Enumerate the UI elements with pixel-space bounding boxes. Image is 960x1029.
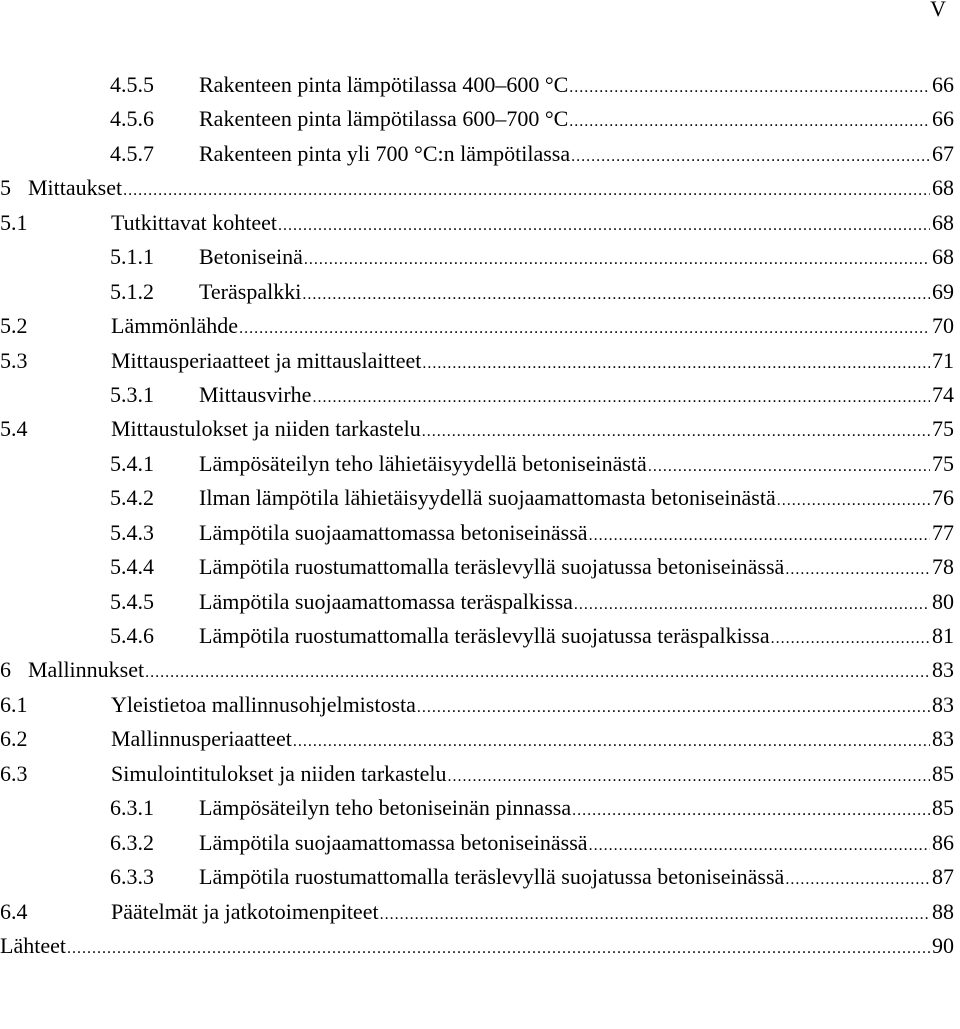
toc-entry[interactable] (0, 929, 954, 963)
toc-entry[interactable] (0, 757, 954, 791)
toc-entry-page: 70 (932, 313, 954, 339)
toc-entry[interactable] (0, 860, 954, 894)
dot-leader (784, 553, 930, 587)
dot-leader (573, 588, 930, 622)
toc-entry-page: 66 (932, 106, 954, 132)
toc-entry-line (199, 102, 954, 139)
toc-entry-title[interactable]: Simulointitulokset ja niiden tarkastelu (111, 757, 446, 791)
toc-entry-page: 85 (932, 795, 954, 821)
dot-leader (122, 174, 930, 208)
toc-entry-title[interactable]: Tutkittavat kohteet (111, 206, 277, 240)
toc-entry-page: 74 (932, 381, 954, 407)
toc-entry-line (199, 826, 954, 863)
toc-entry-line (111, 688, 954, 725)
toc-entry-title[interactable]: Lämpötila ruostumattomalla teräslevyllä suojatussa betoniseinässä (199, 860, 784, 894)
toc-entry[interactable] (0, 171, 954, 205)
toc-entry[interactable] (0, 378, 954, 412)
toc-entry-line (28, 171, 954, 208)
toc-entry-line (199, 378, 954, 415)
toc-entry-number: 6.1 (0, 691, 28, 717)
toc-entry[interactable] (0, 447, 954, 481)
toc-entry-title[interactable]: Lämpötila suojaamattomassa betoniseinässä (199, 826, 588, 860)
dot-leader (277, 209, 930, 243)
toc-entry[interactable] (0, 206, 954, 240)
toc-entry-number: 5.4.3 (110, 519, 154, 545)
dot-leader (421, 415, 930, 449)
toc-entry-page: 83 (932, 657, 954, 683)
toc-entry-page: 83 (932, 726, 954, 752)
dot-leader (568, 105, 930, 139)
toc-entry-line (199, 619, 954, 656)
dot-leader (784, 863, 930, 897)
toc-entry[interactable] (0, 344, 954, 378)
toc-entry-title[interactable]: Lähteet (0, 929, 66, 963)
toc-entry-number: 5.1 (0, 209, 28, 235)
toc-entry-page: 68 (932, 175, 954, 201)
toc-entry-line (199, 481, 954, 518)
toc-entry-number: 6.2 (0, 726, 28, 752)
toc-entry-title[interactable]: Lämpötila suojaamattomassa betoniseinässä (199, 516, 588, 550)
toc-entry-number: 5.3 (0, 347, 28, 373)
toc-entry-title[interactable]: Mittaukset (28, 171, 122, 205)
toc-entry-line (111, 412, 954, 449)
toc-entry-page: 76 (932, 485, 954, 511)
dot-leader (571, 794, 930, 828)
dot-leader (421, 347, 930, 381)
toc-entry-line (28, 653, 954, 690)
toc-entry-number: 5.4 (0, 416, 28, 442)
toc-entry-number: 5.4.6 (110, 623, 154, 648)
toc-entry-line (111, 206, 954, 243)
toc-entry-page: 86 (932, 829, 954, 855)
toc-entry[interactable] (0, 895, 954, 929)
dot-leader (588, 519, 930, 553)
toc-entry-line (199, 68, 954, 105)
toc-entry-number: 5.1.1 (110, 244, 154, 270)
dot-leader (292, 725, 930, 759)
toc-entry-page: 78 (932, 554, 954, 580)
toc-entry-number: 5.1.2 (110, 278, 154, 304)
dot-leader (379, 898, 930, 932)
toc-entry-page: 68 (932, 244, 954, 270)
toc-entry-page: 75 (932, 450, 954, 476)
toc-entry[interactable] (0, 688, 954, 722)
toc-entry-page: 68 (932, 209, 954, 235)
toc-entry-title[interactable]: Rakenteen pinta lämpötilassa 600–700 °C (199, 102, 568, 136)
toc-entry-title[interactable]: Lämpötila ruostumattomalla teräslevyllä suojatussa teräspalkissa (199, 619, 770, 653)
toc-entry[interactable] (0, 550, 954, 584)
dot-leader (568, 71, 930, 105)
toc-entry-line (199, 585, 954, 622)
toc-entry-number: 5.3.1 (110, 381, 154, 407)
dot-leader (647, 450, 930, 484)
toc-entry[interactable] (0, 516, 954, 550)
dot-leader (776, 484, 930, 518)
toc-entry-line (199, 240, 954, 277)
toc-entry-number: 6.4 (0, 898, 28, 924)
page-number: V (930, 0, 946, 21)
toc-entry[interactable] (0, 275, 954, 309)
table-of-contents (0, 68, 954, 963)
toc-entry-number: 5.4.4 (110, 554, 154, 580)
toc-entry-line (199, 516, 954, 553)
dot-leader (238, 312, 930, 346)
dot-leader (446, 760, 930, 794)
toc-entry[interactable] (0, 412, 954, 446)
toc-entry[interactable] (0, 791, 954, 825)
toc-entry-title[interactable]: Teräspalkki (199, 275, 301, 309)
toc-entry[interactable] (0, 585, 954, 619)
toc-entry-page: 66 (932, 72, 954, 97)
toc-entry-number: 4.5.6 (110, 106, 154, 132)
toc-entry-title[interactable]: Lämmönlähde (111, 309, 238, 343)
toc-entry-title[interactable]: Lämpötila suojaamattomassa teräspalkissa (199, 585, 573, 619)
toc-entry-title[interactable]: Mittaustulokset ja niiden tarkastelu (111, 412, 421, 446)
toc-entry-title[interactable]: Mittausperiaatteet ja mittauslaitteet (111, 344, 421, 378)
toc-entry-number: 6 (0, 657, 11, 683)
toc-entry-number: 6.3.1 (110, 795, 154, 821)
toc-entry-line (111, 309, 954, 346)
dot-leader (311, 381, 930, 415)
toc-entry-line (199, 447, 954, 484)
toc-entry-number: 6.3.3 (110, 864, 154, 890)
toc-entry-title[interactable]: Mallinnukset (28, 653, 144, 687)
toc-entry-page: 80 (932, 588, 954, 614)
toc-entry[interactable] (0, 68, 954, 102)
toc-entry[interactable] (0, 309, 954, 343)
dot-leader (588, 829, 930, 863)
toc-entry[interactable] (0, 137, 954, 171)
toc-entry-page: 88 (932, 898, 954, 924)
toc-entry[interactable] (0, 619, 954, 653)
toc-entry-number: 5.4.5 (110, 588, 154, 614)
dot-leader (144, 656, 930, 690)
toc-entry-line (111, 722, 954, 759)
toc-entry[interactable] (0, 481, 954, 515)
toc-entry-line (111, 757, 954, 794)
toc-entry-page: 77 (932, 519, 954, 545)
toc-entry-title[interactable]: Ilman lämpötila lähietäisyydellä suojaamattomasta betoniseinästä (199, 481, 776, 515)
toc-entry-page: 71 (932, 347, 954, 373)
toc-entry-line (111, 344, 954, 381)
toc-entry-title[interactable]: Yleistietoa mallinnusohjelmistosta (111, 688, 416, 722)
toc-entry-title[interactable]: Rakenteen pinta yli 700 °C:n lämpötilassa (199, 137, 570, 171)
toc-entry-page: 75 (932, 416, 954, 442)
toc-entry[interactable] (0, 826, 954, 860)
toc-entry-title[interactable]: Lämpötila ruostumattomalla teräslevyllä suojatussa betoniseinässä (199, 550, 784, 584)
toc-entry-line (199, 275, 954, 312)
toc-entry[interactable] (0, 240, 954, 274)
dot-leader (303, 243, 930, 277)
toc-entry-title[interactable]: Lämpösäteilyn teho betoniseinän pinnassa (199, 791, 571, 825)
toc-entry-page: 83 (932, 691, 954, 717)
toc-entry-number: 5.4.2 (110, 485, 154, 511)
toc-entry-title[interactable]: Päätelmät ja jatkotoimenpiteet (111, 895, 379, 929)
toc-entry-title[interactable]: Rakenteen pinta lämpötilassa 400–600 °C (199, 68, 568, 102)
toc-entry-page: 90 (932, 932, 954, 958)
toc-entry-number: 5.2 (0, 313, 28, 339)
toc-entry-page: 69 (932, 278, 954, 304)
toc-entry[interactable] (0, 653, 954, 687)
dot-leader (570, 140, 930, 174)
toc-entry-page: 81 (932, 623, 954, 648)
toc-entry[interactable] (0, 102, 954, 136)
toc-entry-line (199, 860, 954, 897)
toc-entry-line (199, 791, 954, 828)
toc-entry-number: 6.3.2 (110, 829, 154, 855)
toc-entry-number: 6.3 (0, 760, 28, 786)
dot-leader (770, 622, 930, 656)
toc-entry-title[interactable]: Lämpösäteilyn teho lähietäisyydellä betoniseinästä (199, 447, 647, 481)
toc-entry-title[interactable]: Betoniseinä (199, 240, 303, 274)
toc-entry[interactable] (0, 722, 954, 756)
toc-entry-page: 67 (932, 140, 954, 166)
toc-entry-line (0, 929, 954, 966)
toc-entry-number: 4.5.5 (110, 72, 154, 97)
dot-leader (301, 278, 930, 312)
toc-entry-line (199, 137, 954, 174)
toc-entry-line (199, 550, 954, 587)
toc-entry-page: 87 (932, 864, 954, 890)
toc-entry-page: 85 (932, 760, 954, 786)
toc-entry-line (111, 895, 954, 932)
toc-entry-number: 4.5.7 (110, 140, 154, 166)
toc-entry-title[interactable]: Mallinnusperiaatteet (111, 722, 292, 756)
dot-leader (416, 691, 930, 725)
toc-entry-number: 5.4.1 (110, 450, 154, 476)
toc-entry-title[interactable]: Mittausvirhe (199, 378, 311, 412)
dot-leader (66, 932, 930, 966)
toc-entry-number: 5 (0, 175, 11, 201)
